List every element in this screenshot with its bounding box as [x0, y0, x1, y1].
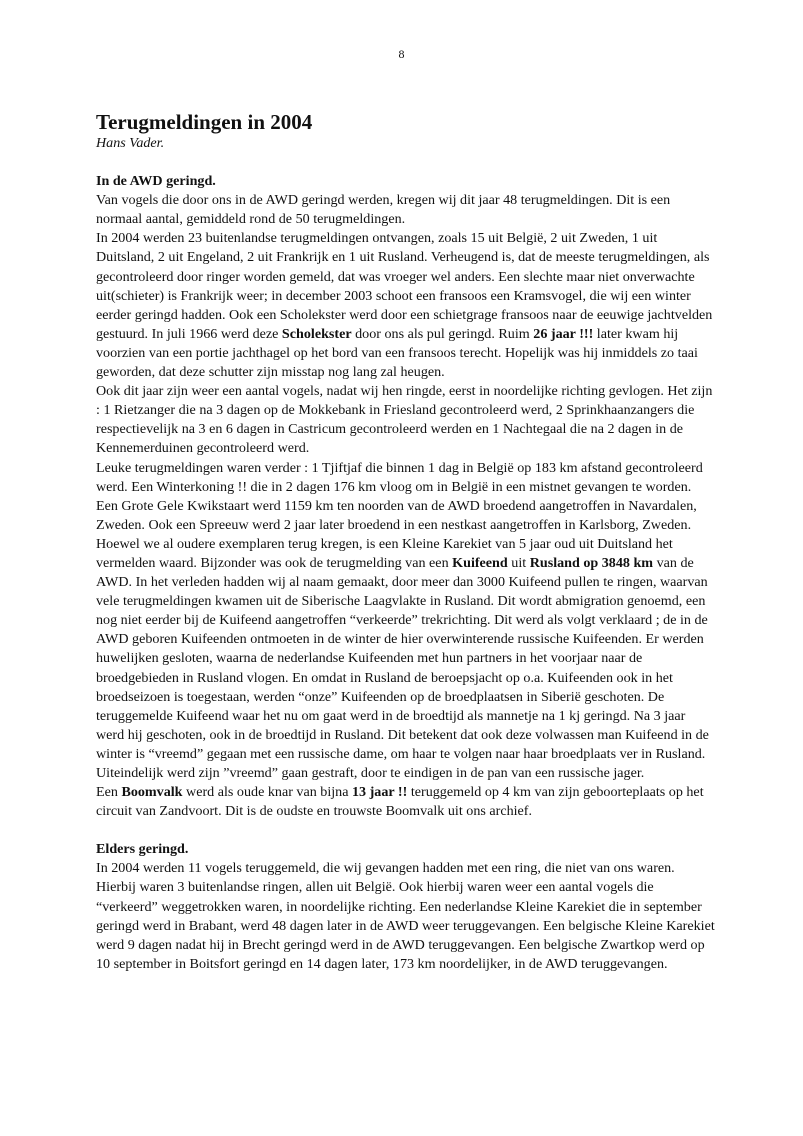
bold-text: Rusland op 3848 km — [529, 554, 654, 571]
article-title: Terugmeldingen in 2004 — [96, 110, 313, 134]
section-heading: In de AWD geringd. — [96, 173, 216, 190]
paragraph: Een Boomvalk werd als oude knar van bijna 13 jaar !! teruggemeld op 4 km van zijn geboorteplaats op het circuit van Zandvoort. Dit is de oudste en trouwste Boomvalk uit ons archief. — [96, 784, 704, 820]
page-number: 8 — [398, 47, 405, 61]
paragraph: In 2004 werden 23 buitenlandse terugmeldingen ontvangen, zoals 15 uit België, 2 uit Zweden, 1 uit Duitsland, 2 uit Engeland, 2 uit Frankrijk en 1 uit Rusland. Verheugend is, dat de meeste terugmeldingen, als gecontroleerd door ringer worden gemeld, dat was vroeger wel anders. Een slechte maar niet onverwachte uit(schieter) is Frankrijk weer; in december 2003 schoot een fransoos een Kramsvogel, die wij een winter eerder geringd hadden. Ook een Scholekster werd door een schietgrage fransoos naar de eeuwige jachtvelden gestuurd. In juli 1966 werd deze Scholekster door ons als pul geringd. Ruim 26 jaar !!! later kwam hij voorzien van een portie jachthagel op het bord van een fransoos terecht. Hopelijk was hij inmiddels zo taai geworden, dat deze schutter zijn misstap nog lang zal heugen. — [96, 230, 713, 381]
paragraph: Hoewel we al oudere exemplaren terug kregen, is een Kleine Karekiet van 5 jaar oud uit Duitsland het vermelden waard. Bijzonder was ook de terugmelding van een Kuifeend uit Rusland op 3848 km van de AWD. In het verleden hadden wij al naam gemaakt, door meer dan 3000 Kuifeend pullen te ringen, waarvan vele terugmeldingen kwamen uit de Siberische Laagvlakte in Rusland. Dit wordt abmigration genoemd, een nog niet eerder bij de Kuifeend aangetroffen “verkeerde” trekrichting. Dit werd als volgt verklaard ; de in de AWD geboren Kuifeenden ontmoeten in de winter de hier overwinterende russische Kuifeenden. Er werden huwelijken gesloten, waarna de nederlandse Kuifeenden met hun partners in het voorjaar naar de broedgebieden in Rusland vlogen. En omdat in Rusland de beroepsjacht op o.a. Kuifeenden ook in het broedseizoen is toegestaan, werden “onze” Kuifeenden op de broedplaatsen in Siberië geschoten. De teruggemelde Kuifeend waar het nu om gaat werd in de broedtijd als mannetje na 1 kj geringd. Na 3 jaar werd hij geschoten, ook in de broedtijd in Rusland. Dit betekent dat ook deze volwassen man Kuifeend in de winter is “vreemd” gegaan met een russische dame, om haar te volgen naar haar broedplaats ver in Rusland. Uiteindelijk werd zijn ”vreemd” gaan gestraft, door te eindigen in de pan van een russische jager. — [96, 535, 709, 781]
article-author: Hans Vader. — [96, 135, 165, 151]
paragraph: Ook dit jaar zijn weer een aantal vogels, nadat wij hen ringde, eerst in noordelijke richting gevlogen. Het zijn : 1 Rietzanger die na 3 dagen op de Mokkebank in Friesland gecontroleerd werd, 2 Sprinkhaanzangers die respectievelijk na 3 en 6 dagen in Castricum gecontroleerd werden en 1 Nachtegaal die na 2 dagen in de Kennemerduinen gecontroleerd werd. — [96, 383, 713, 457]
paragraph: Leuke terugmeldingen waren verder : 1 Tjiftjaf die binnen 1 dag in België op 183 km afstand gecontroleerd werd. Een Winterkoning !! die in 2 dagen 176 km vloog om in België in een mistnet gevangen te worden. Een Grote Gele Kwikstaart werd 1159 km ten noorden van de AWD broedend aangetroffen in Navardalen, Zweden. Ook een Spreeuw werd 2 jaar later broedend in een nestkast aangetroffen in Karlsborg, Zweden. — [96, 459, 703, 533]
article-body — [96, 172, 716, 974]
bold-text: Kuifeend — [452, 554, 508, 571]
bold-text: 26 jaar !!! — [533, 325, 594, 342]
bold-text: Scholekster — [281, 325, 352, 342]
article — [96, 110, 716, 974]
bold-text: Boomvalk — [121, 784, 183, 801]
paragraph: Van vogels die door ons in de AWD geringd werden, kregen wij dit jaar 48 terugmeldingen. Dit is een normaal aantal, gemiddeld rond de 50 terugmeldingen. — [96, 192, 671, 228]
section-spacer — [96, 821, 716, 840]
section-heading: Elders geringd. — [96, 841, 189, 858]
paragraph: In 2004 werden 11 vogels teruggemeld, die wij gevangen hadden met een ring, die niet van ons waren. Hierbij waren 3 buitenlandse ringen, allen uit België. Ook hierbij waren weer een aantal vogels die “verkeerd” weggetrokken waren, in noordelijke richting. Een nederlandse Kleine Karekiet die in september geringd werd in Brabant, werd 48 dagen later in de AWD weer teruggevangen. Een belgische Kleine Karekiet werd 9 dagen nadat hij in Brecht geringd werd in de AWD teruggevangen. Een belgische Zwartkop werd op 10 september in Boitsfort geringd en 14 dagen later, 173 km noordelijker, in de AWD teruggevangen. — [96, 860, 715, 972]
bold-text: 13 jaar !! — [352, 784, 408, 801]
